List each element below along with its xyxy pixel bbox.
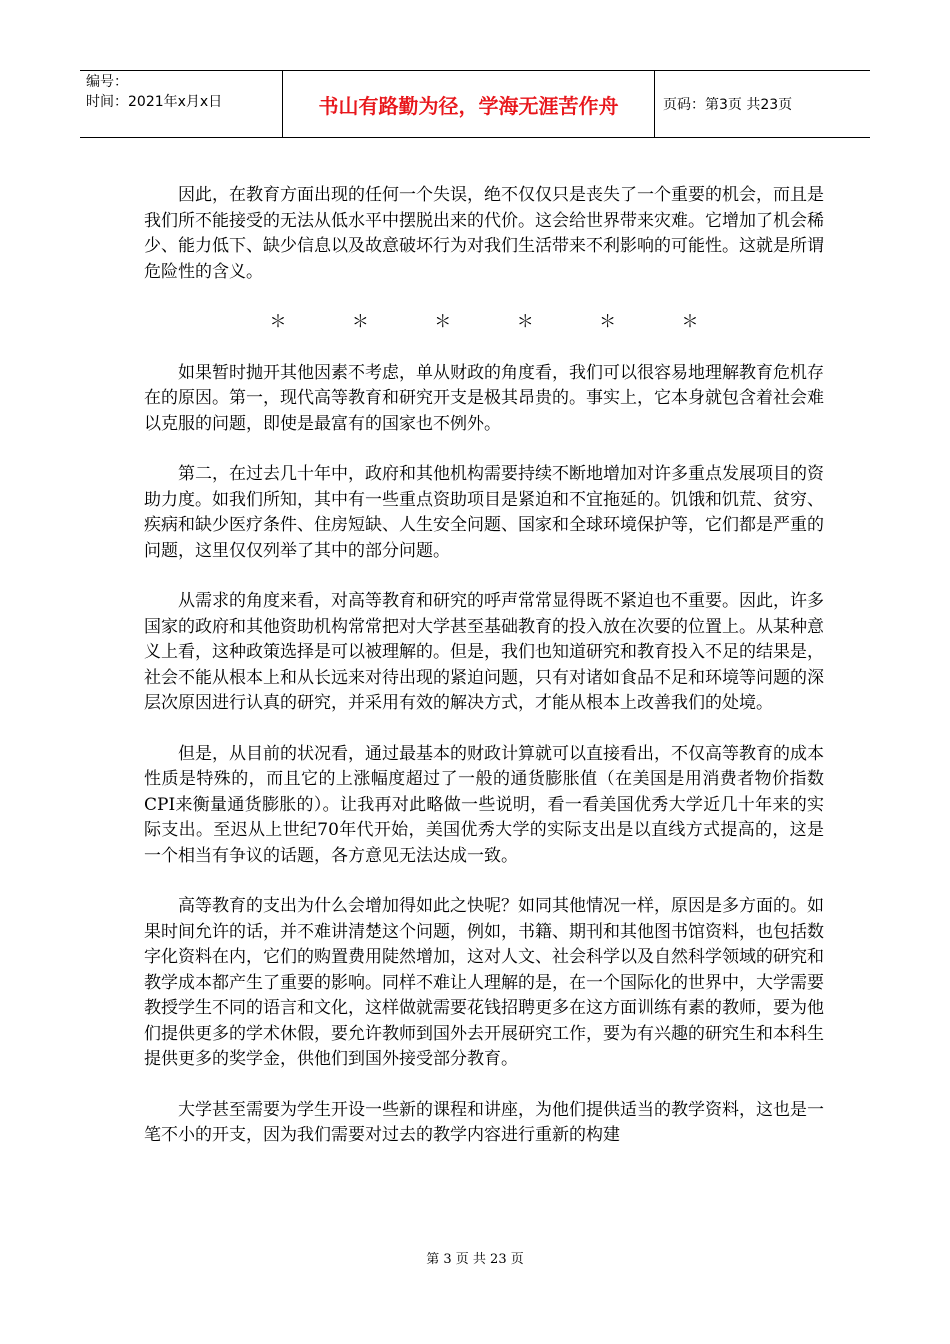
paragraph: 第二，在过去几十年中，政府和其他机构需要持续不断地增加对许多重点发展项目的资助力度。如我们所知，其中有一些重点资助项目是紧迫和不宜拖延的。饥饿和饥荒、贫穷、疾病和缺少医疗条件、住房短缺、人生安全问题、国家和全球环境保护等，它们都是严重的问题，这里仅仅列举了其中的部分问题。 [144,464,824,561]
paragraph: 如果暂时抛开其他因素不考虑，单从财政的角度看，我们可以很容易地理解教育危机存在的原因。第一，现代高等教育和研究开支是极其昂贵的。事实上，它本身就包含着社会难以克服的问题，即使是最富有的国家也不例外。 [144,362,824,434]
header-motto: 书山有路勤为径，学海无涯苦作舟 [283,71,655,137]
paragraph: 因此，在教育方面出现的任何一个失误，绝不仅仅只是丧失了一个重要的机会，而且是我们所不能接受的无法从低水平中摆脱出来的代价。这会给世界带来灾难。它增加了机会稀少、能力低下、缺少信息以及故意破坏行为对我们生活带来不利影响的可能性。这就是所谓危险性的含义。 [144,185,824,282]
page-footer: 第 3 页 共 23 页 [426,1252,524,1267]
page-header [80,70,870,138]
header-meta [80,71,283,137]
date-label: 时间：2021年x月x日 [86,94,223,110]
paragraph: 从需求的角度来看，对高等教育和研究的呼声常常显得既不紧迫也不重要。因此，许多国家的政府和其他资助机构常常把对大学甚至基础教育的投入放在次要的位置上。从某种意义上看，这种政策选择是可以被理解的。但是，我们也知道研究和教育投入不足的结果是，社会不能从根本上和从长远来对待出现的紧迫问题，只有对诸如食品不足和环境等问题的深层次原因进行认真的研究，并采用有效的解决方式，才能从根本上改善我们的处境。 [144,591,824,713]
number-label: 编号： [86,74,128,90]
paragraph: 大学甚至需要为学生开设一些新的课程和讲座，为他们提供适当的教学资料，这也是一笔不小的开支，因为我们需要对过去的教学内容进行重新的构建 [144,1099,824,1145]
document-body [144,183,824,1174]
paragraph: 但是，从目前的状况看，通过最基本的财政计算就可以直接看出，不仅高等教育的成本性质是特殊的，而且它的上涨幅度超过了一般的通货膨胀值（在美国是用消费者物价指数CPI来衡量通货膨胀的）。让我再对此略做一些说明，看一看美国优秀大学近几十年来的实际支出。至迟从上世纪70年代开始，美国优秀大学的实际支出是以直线方式提高的，这是一个相当有争议的话题，各方意见无法达成一致。 [144,743,824,866]
section-separator: ＊ ＊ ＊ ＊ ＊ ＊ [269,312,729,332]
header-page-info: 页码：第3页 共23页 [663,97,793,113]
paragraph: 高等教育的支出为什么会增加得如此之快呢？如同其他情况一样，原因是多方面的。如果时间允许的话，并不难讲清楚这个问题，例如，书籍、期刊和其他图书馆资料，也包括数字化资料在内，它们的购置费用陡然增加，这对人文、社会科学以及自然科学领域的研究和教学成本都产生了重要的影响。同样不难让人理解的是，在一个国际化的世界中，大学需要教授学生不同的语言和文化，这样做就需要花钱招聘更多在这方面训练有素的教师，要为他们提供更多的学术休假，要允许教师到国外去开展研究工作，要为有兴趣的研究生和本科生提供更多的奖学金，供他们到国外接受部分教育。 [144,896,824,1069]
